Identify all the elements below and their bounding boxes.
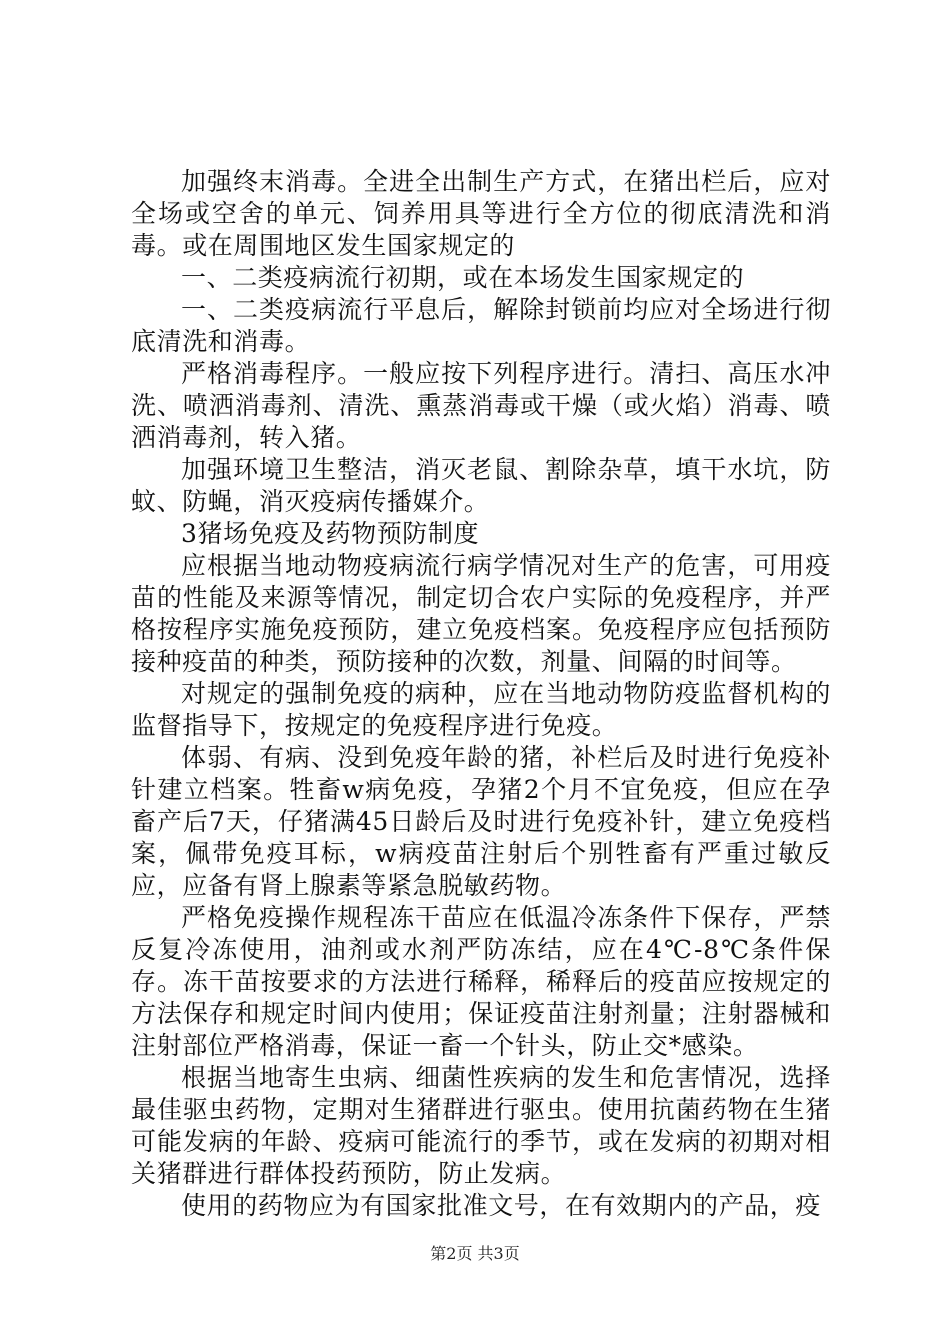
paragraph-booster-shots: 体弱、有病、没到免疫年龄的猪，补栏后及时进行免疫补针建立档案。牲畜w病免疫，孕猪2个月不宜免疫，但应在孕畜产后7天，仔猪满45日龄后及时进行免疫补针，建立免疫档案，佩带免疫耳标，w病疫苗注射后个别牲畜有严重过敏反应，应备有肾上腺素等紧急脱敏药物。 [131, 743, 831, 900]
paragraph-mandatory-immunization: 对规定的强制免疫的病种，应在当地动物防疫监督机构的监督指导下，按规定的免疫程序进行免疫。 [131, 679, 831, 740]
paragraph-terminal-disinfection: 加强终末消毒。全进全出制生产方式，在猪出栏后，应对全场或空舍的单元、饲养用具等进行全方位的彻底清洗和消毒。或在周围地区发生国家规定的 [131, 167, 831, 260]
paragraph-deworming: 根据当地寄生虫病、细菌性疾病的发生和危害情况，选择最佳驱虫药物，定期对生猪群进行驱虫。使用抗菌药物在生猪可能发病的年龄、疫病可能流行的季节，或在发病的初期对相关猪群进行群体投药预防，防止发病。 [131, 1063, 831, 1188]
document-body [131, 166, 831, 1222]
paragraph-immunization-program: 应根据当地动物疫病流行病学情况对生产的危害，可用疫苗的性能及来源等情况，制定切合农户实际的免疫程序，并严格按程序实施免疫预防，建立免疫档案。免疫程序应包括预防接种疫苗的种类，预防接种的次数，剂量、间隔的时间等。 [131, 551, 831, 676]
page-number-footer: 第2页 共3页 [430, 1244, 520, 1263]
paragraph-environment-hygiene: 加强环境卫生整洁，消灭老鼠、割除杂草，填干水坑，防蚊、防蝇，消灭疫病传播媒介。 [131, 455, 831, 516]
paragraph-disinfection-procedure: 严格消毒程序。一般应按下列程序进行。清扫、高压水冲洗、喷洒消毒剂、清洗、熏蒸消毒或干燥（或火焰）消毒、喷洒消毒剂，转入猪。 [131, 359, 831, 452]
paragraph-epidemic-initial: 一、二类疫病流行初期，或在本场发生国家规定的 [181, 263, 745, 292]
paragraph-epidemic-subsided: 一、二类疫病流行平息后，解除封锁前均应对全场进行彻底清洗和消毒。 [131, 295, 831, 356]
paragraph-vaccine-handling: 严格免疫操作规程冻干苗应在低温冷冻条件下保存，严禁反复冷冻使用，油剂或水剂严防冻结，应在4℃-8℃条件保存。冻干苗按要求的方法进行稀释，稀释后的疫苗应按规定的方法保存和规定时间内使用；保证疫苗注射剂量；注射器械和注射部位严格消毒，保证一畜一个针头，防止交*感染。 [131, 903, 831, 1060]
paragraph-approved-drugs: 使用的药物应为有国家批准文号，在有效期内的产品，疫 [181, 1191, 822, 1220]
section-heading-immunization: 3猪场免疫及药物预防制度 [181, 519, 480, 548]
